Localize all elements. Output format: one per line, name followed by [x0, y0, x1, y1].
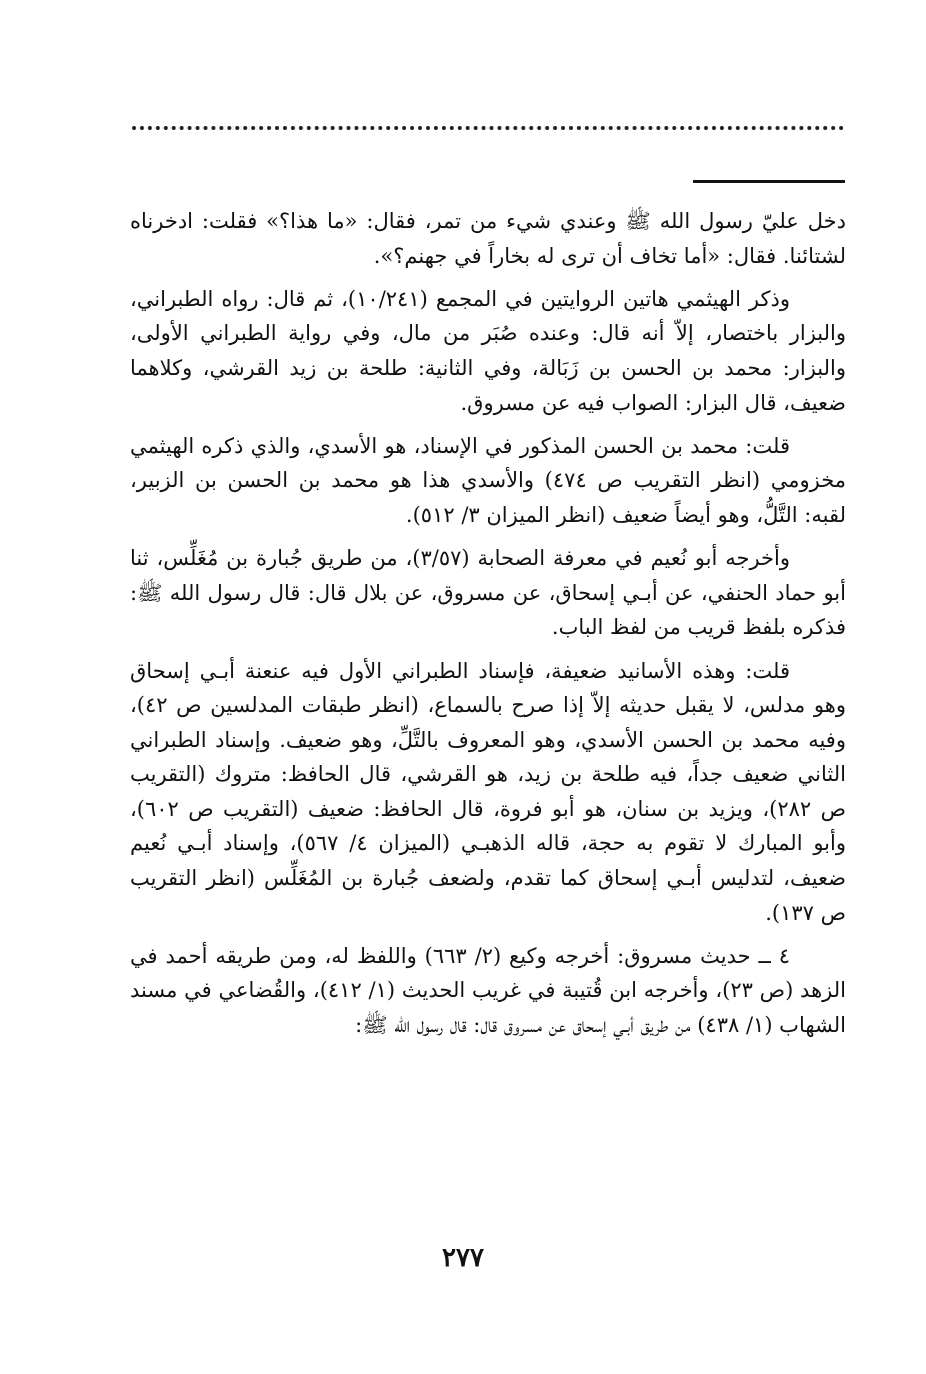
footnote-paragraph: قلت: وهذه الأسانيد ضعيفة، فإسناد الطبراني الأول فيه عنعنة أبـي إسحاق وهو مدلس، لا يقبل حديثه إلاّ إذا صرح بالسماع، (انظر طبقات المدلسين ص ٤٢)، وفيه محمد بن الحسن الأسدي، وهو المعروف بالتَّلِّ، وهو ضعيف. وإسناد الطبراني الثاني ضعيف جداً، فيه طلحة بن زيد، هو القرشي، قال الحافظ: متروك (التقريب ص ٢٨٢)، ويزيد بن سنان، هو أبو فروة، قال الحافظ: ضعيف (التقريب ص ٦٠٢)، وأبو المبارك لا تقوم به حجة، قاله الذهبـي (الميزان ٤/ ٥٦٧)، وإسناد أبـي نُعيم ضعيف، لتدليس أبـي إسحاق كما تقدم، ولضعف جُبارة بن المُغَلِّس (انظر التقريب ص ١٣٧). — [130, 658, 846, 925]
footnote-paragraph: ٤ ــ حديث مسروق: أخرجه وكيع (٢/ ٦٦٣) واللفظ له، ومن طريقه أحمد في الزهد (ص ٢٣)، وأخرجه ابن قُتيبة في غريب الحديث (١/ ٤١٢)، والقُضاعي في مسند الشهاب (١/ ٤٣٨) من طريق أبـي إسحاق عن مسروق قال: قال رسول الله ﷺ: — [130, 943, 846, 1038]
page-number: ٢٧٧ — [442, 1243, 484, 1273]
footnote-separator-line — [693, 180, 845, 183]
footnote-text — [130, 204, 846, 1051]
footnote-paragraph: دخل عليّ رسول الله ﷺ وعندي شيء من تمر، فقال: «ما هذا؟» فقلت: ادخرناه لشتائنا. فقال: «أما تخاف أن ترى له بخاراً في جهنم؟». — [130, 209, 846, 268]
footnote-paragraph: وذكر الهيثمي هاتين الروايتين في المجمع (١٠/٢٤١)، ثم قال: رواه الطبراني، والبزار باختصار، إلاّ أنه قال: وعنده صُبَر من مال، وفي رواية الطبراني الأولى، والبزار: محمد بن الحسن بن زَبَالة، وفي الثانية: طلحة بن زيد القرشي، وكلاهما ضعيف، قال البزار: الصواب فيه عن مسروق. — [130, 286, 846, 415]
footnote-paragraph: قلت: محمد بن الحسن المذكور في الإسناد، هو الأسدي، والذي ذكره الهيثمي مخزومي (انظر التقريب ص ٤٧٤) والأسدي هذا هو محمد بن الحسن بن الزبير، لقبه: التَّلُّ، وهو أيضاً ضعيف (انظر الميزان ٣/ ٥١٢). — [130, 433, 846, 527]
footnote-paragraph: وأخرجه أبو نُعيم في معرفة الصحابة (٣/٥٧)، من طريق جُبارة بن مُغَلِّس، ثنا أبو حماد الحنفي، عن أبـي إسحاق، عن مسروق، عن بلال قال: قال رسول الله ﷺ: فذكره بلفظ قريب من لفظ الباب. — [130, 546, 846, 640]
dotted-separator — [132, 126, 844, 130]
